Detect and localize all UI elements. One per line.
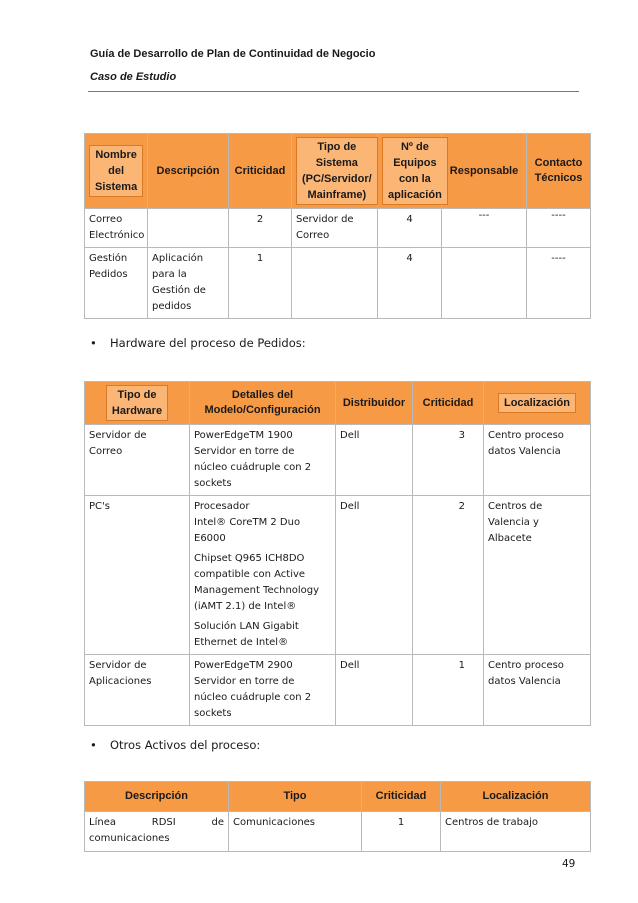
table-row	[85, 496, 591, 655]
cell-tipo	[292, 248, 378, 319]
header-contacto: Contacto Técnicos	[527, 134, 591, 209]
cell-equipos: 4	[378, 209, 442, 248]
cell-localizacion: Centros de trabajo	[441, 812, 591, 852]
cell-equipos: 4	[378, 248, 442, 319]
header-responsable: Responsable	[442, 134, 527, 209]
cell-nombre: Correo Electrónico	[85, 209, 148, 248]
cell-localizacion: Centros de Valencia y Albacete	[484, 496, 591, 655]
cell-tipo: Servidor de Aplicaciones	[85, 655, 190, 726]
table-row	[85, 209, 591, 248]
cell-descripcion	[148, 209, 229, 248]
cell-responsable: ---	[442, 209, 527, 248]
header-criticidad: Criticidad	[362, 782, 441, 812]
document-title: Guía de Desarrollo de Plan de Continuidad de Negocio	[90, 48, 376, 60]
bullet-hardware: • Hardware del proceso de Pedidos:	[90, 336, 306, 350]
cell-descripcion: Aplicación para la Gestión de pedidos	[148, 248, 229, 319]
cell-distribuidor: Dell	[336, 655, 413, 726]
bullet-dot: •	[90, 738, 97, 752]
header-equipos	[378, 134, 442, 209]
header-distribuidor: Distribuidor	[336, 382, 413, 425]
table-row	[85, 655, 591, 726]
bullet-dot: •	[90, 336, 97, 350]
bullet-otros-activos: • Otros Activos del proceso:	[90, 738, 261, 752]
cell-localizacion: Centro proceso datos Valencia	[484, 655, 591, 726]
cell-distribuidor: Dell	[336, 496, 413, 655]
cell-tipo: Servidor de Correo	[85, 425, 190, 496]
cell-detalles: PowerEdgeTM 2900 Servidor en torre de núcleo cuádruple con 2 sockets	[190, 655, 336, 726]
header-tipo-sistema	[292, 134, 378, 209]
cell-contacto: ----	[527, 248, 591, 319]
cell-contacto: ----	[527, 209, 591, 248]
table-row	[85, 425, 591, 496]
cell-criticidad: 1	[413, 655, 484, 726]
cell-tipo: Servidor de Correo	[292, 209, 378, 248]
page-number: 49	[562, 858, 576, 870]
cell-distribuidor: Dell	[336, 425, 413, 496]
header-tipo-box: Tipo de Sistema (PC/Servidor/ Mainframe)	[296, 137, 378, 205]
header-detalles: Detalles del Modelo/Configuración	[190, 382, 336, 425]
header-criticidad: Criticidad	[229, 134, 292, 209]
header-tipo: Tipo	[229, 782, 362, 812]
table-row	[85, 248, 591, 319]
header-divider	[88, 91, 579, 92]
table-row	[85, 812, 591, 852]
cell-criticidad: 3	[413, 425, 484, 496]
hardware-header-row	[85, 382, 591, 425]
cell-descripcion: Línea RDSI de comunicaciones	[85, 812, 229, 852]
header-tipo-hardware-box: Tipo de Hardware	[106, 385, 168, 421]
systems-table	[84, 133, 591, 319]
header-tipo-hardware	[85, 382, 190, 425]
header-descripcion: Descripción	[85, 782, 229, 812]
header-localizacion-box: Localización	[498, 393, 576, 413]
cell-detalles: Procesador Intel® CoreTM 2 Duo E6000 Chipset Q965 ICH8DO compatible con Active Management Technology (iAMT 2.1) de Intel® Solución LAN Gigabit Ethernet de Intel®	[190, 496, 336, 655]
cell-criticidad: 2	[229, 209, 292, 248]
assets-header-row	[85, 782, 591, 812]
cell-criticidad: 1	[229, 248, 292, 319]
cell-detalles: PowerEdgeTM 1900 Servidor en torre de núcleo cuádruple con 2 sockets	[190, 425, 336, 496]
header-localizacion	[484, 382, 591, 425]
hardware-table	[84, 381, 591, 726]
header-equipos-box: Nº de Equipos con la aplicación	[382, 137, 448, 205]
cell-responsable	[442, 248, 527, 319]
cell-tipo: PC's	[85, 496, 190, 655]
cell-localizacion: Centro proceso datos Valencia	[484, 425, 591, 496]
assets-table	[84, 781, 591, 852]
header-descripcion: Descripción	[148, 134, 229, 209]
cell-nombre: Gestión Pedidos	[85, 248, 148, 319]
header-localizacion: Localización	[441, 782, 591, 812]
cell-tipo: Comunicaciones	[229, 812, 362, 852]
systems-header-row	[85, 134, 591, 209]
document-subtitle: Caso de Estudio	[90, 71, 177, 83]
header-criticidad: Criticidad	[413, 382, 484, 425]
cell-criticidad: 1	[362, 812, 441, 852]
cell-criticidad: 2	[413, 496, 484, 655]
header-nombre-box: Nombre del Sistema	[89, 145, 143, 197]
header-nombre	[85, 134, 148, 209]
